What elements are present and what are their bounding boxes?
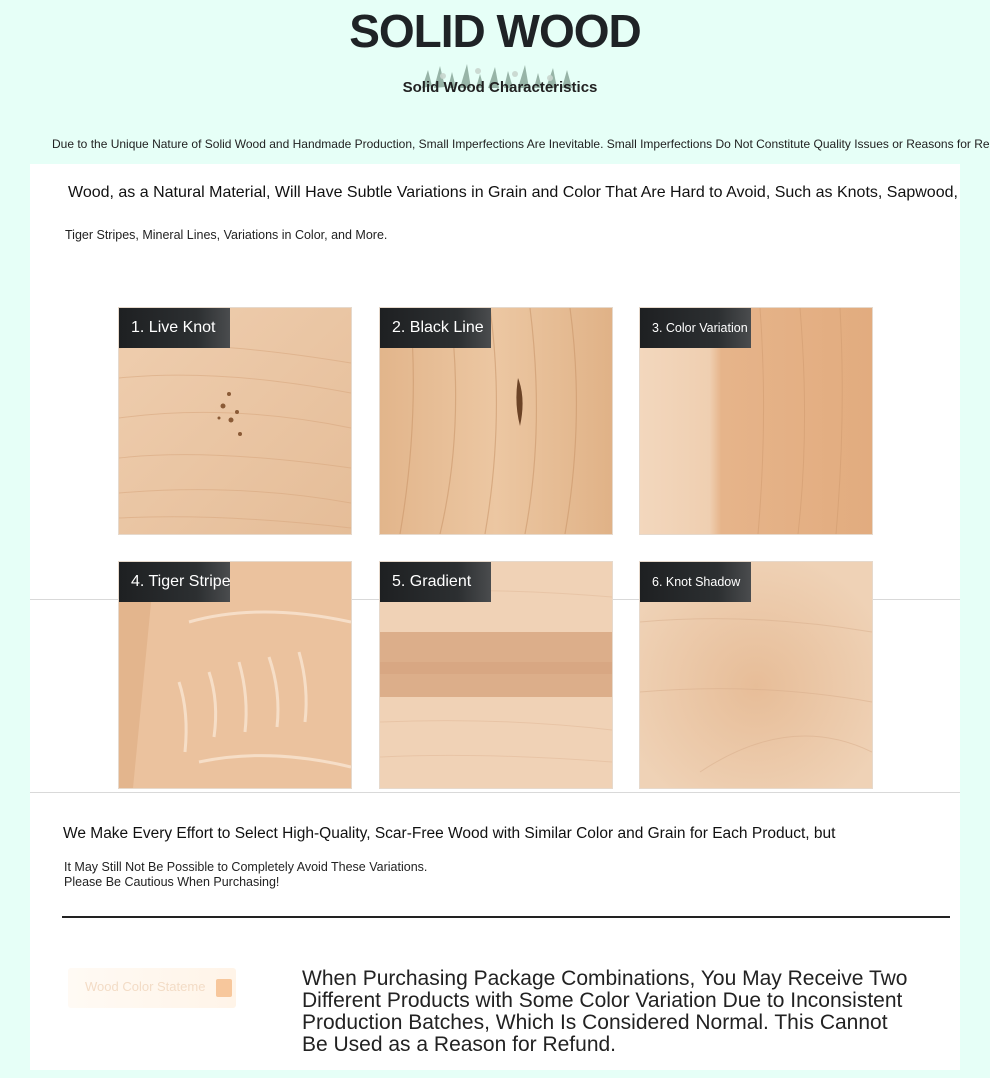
sample-tile-gradient: [379, 561, 613, 789]
sample-label: 6. Knot Shadow: [640, 562, 751, 602]
section-rule: [62, 916, 950, 918]
sample-label: 3. Color Variation: [640, 308, 751, 348]
sample-label: 1. Live Knot: [119, 308, 230, 348]
intro-line-1: Wood, as a Natural Material, Will Have Subtle Variations in Grain and Color That Are Hard to Avoid, Such as Knots, Sapwood,: [68, 184, 958, 201]
imperfection-notice: Due to the Unique Nature of Solid Wood and Handmade Production, Small Imperfections Are Inevitable. Small Imperfections Do Not Constitute Quality Issues or Reasons for Re: [52, 137, 990, 151]
sample-tile-live-knot: [118, 307, 352, 535]
effort-line-3: Please Be Cautious When Purchasing!: [64, 875, 280, 889]
page-title: SOLID WOOD: [349, 5, 641, 57]
statement-label: Wood Color Stateme: [85, 979, 206, 994]
sample-tile-black-line: [379, 307, 613, 535]
subtitle-block: [400, 60, 610, 100]
sample-label: 4. Tiger Stripe: [119, 562, 230, 602]
effort-caution: [64, 860, 427, 890]
sample-tile-knot-shadow: [639, 561, 873, 789]
effort-line-1: We Make Every Effort to Select High-Quality, Scar-Free Wood with Similar Color and Grain for Each Product, but: [63, 825, 836, 842]
sample-tile-tiger-stripe: [118, 561, 352, 789]
sample-label: 5. Gradient: [380, 562, 491, 602]
intro-line-2: Tiger Stripes, Mineral Lines, Variations in Color, and More.: [65, 228, 388, 242]
statement-text: When Purchasing Package Combinations, You May Receive Two Different Products with Some Color Variation Due to Inconsistent Production Batches, Which Is Considered Normal. This Cannot Be Used as a Reason for Refund.: [302, 967, 908, 1056]
sample-tile-color-variation: [639, 307, 873, 535]
divider: [30, 792, 960, 793]
color-swatch-icon: [216, 979, 232, 997]
wood-color-statement-badge: [68, 968, 236, 1008]
page-subtitle: Solid Wood Characteristics: [402, 79, 598, 96]
effort-line-2: It May Still Not Be Possible to Completely Avoid These Variations.: [64, 860, 428, 874]
sample-label: 2. Black Line: [380, 308, 491, 348]
